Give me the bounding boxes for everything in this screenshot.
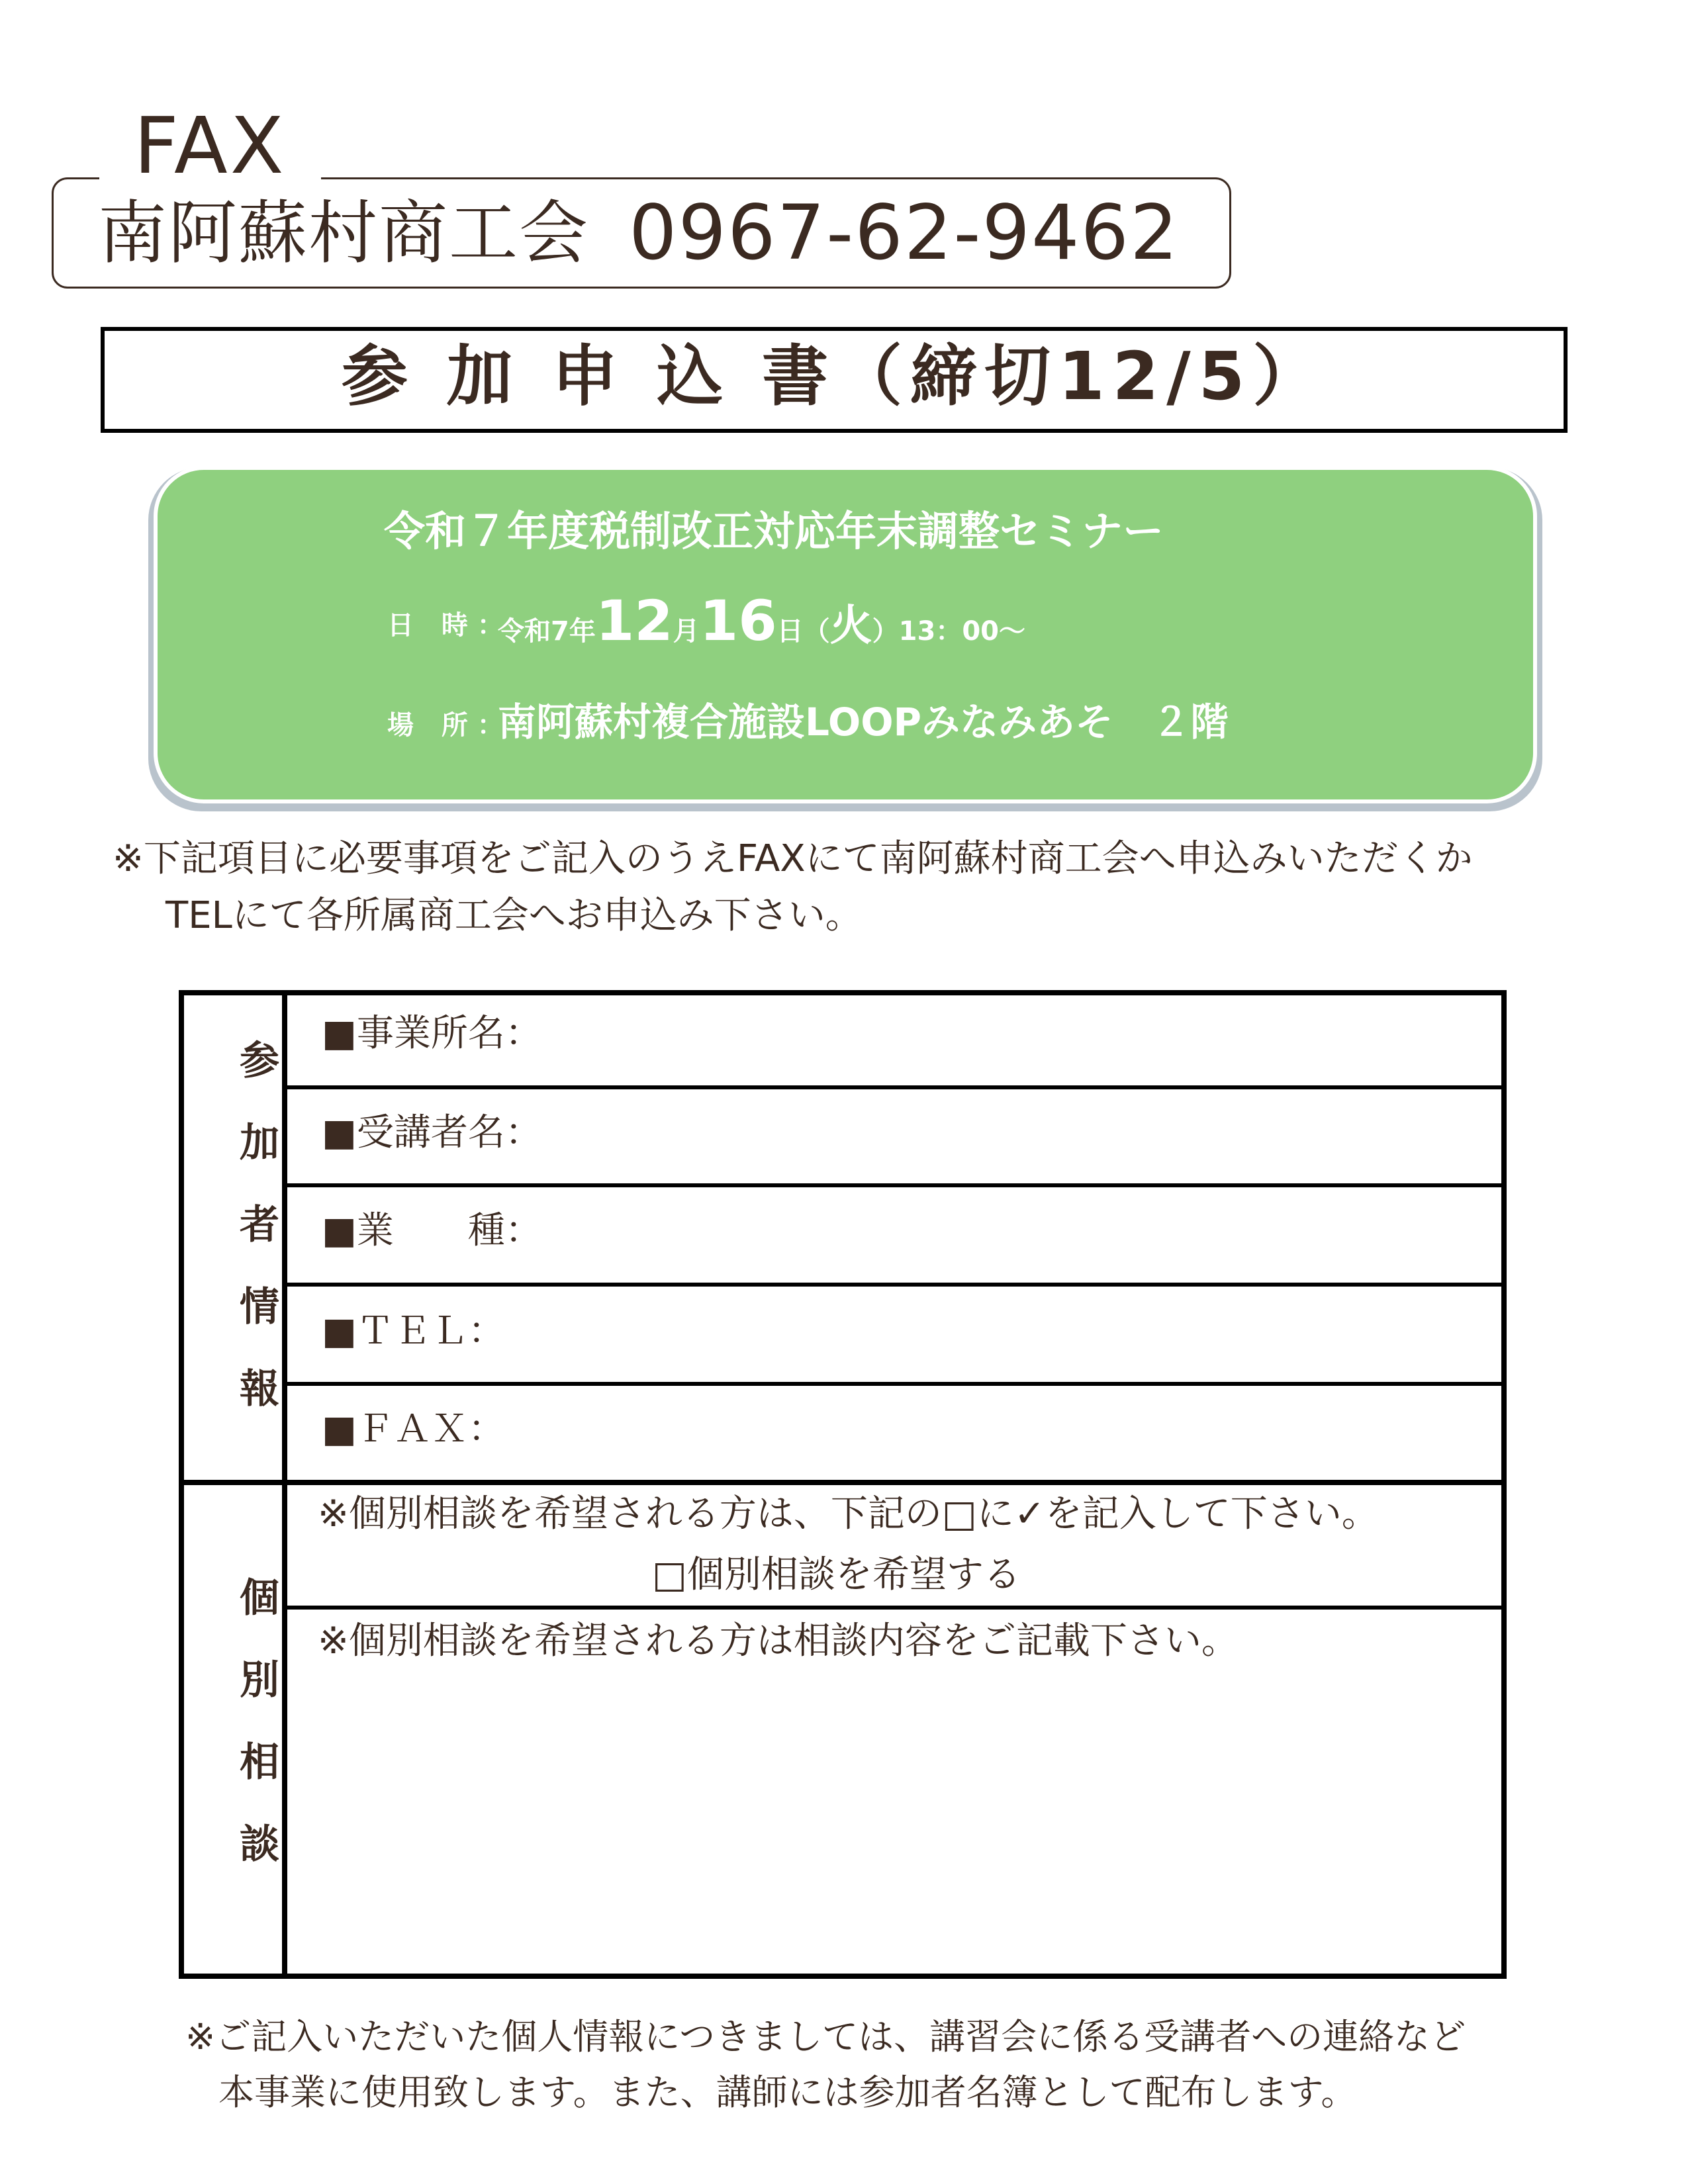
tel-field[interactable]: ■ＴＥＬ： [322,1310,505,1353]
place-label: 場 所： [387,710,513,741]
date-month-unit: 月 [673,616,700,647]
row-divider [286,1606,1504,1610]
date-prefix: 令和7年 [498,616,596,647]
consult-checkbox[interactable]: □個別相談を希望する [652,1553,1021,1596]
consult-detail-input-area[interactable] [291,1674,1501,1972]
row-divider [286,1183,1504,1187]
seminar-place: 南阿蘇村複合施設LOOPみなみあそ ２階 [498,700,1229,745]
organization-name: 南阿蘇村商工会 [98,193,590,273]
date-weekday: 火 [829,602,872,651]
seminar-name: 令和７年度税制改正対応年末調整セミナー [384,507,1164,555]
row-divider [286,1085,1504,1089]
fax-label: FAX [99,99,321,192]
date-day: 16 [699,588,777,653]
privacy-note-line-1: ※ご記入いただいた個人情報につきましては、講習会に係る受講者への連絡など [185,2016,1466,2058]
industry-field[interactable]: ■業 種： [322,1209,542,1252]
notice-line-2: TELにて各所属商工会へお申込み下さい。 [165,894,863,937]
page-title: 参 加 申 込 書（締切12/5） [341,338,1327,415]
consult-instruction: ※個別相談を希望される方は、下記の□に✓を記入して下さい。 [318,1492,1379,1535]
seminar-date [498,588,1025,664]
date-day-unit: 日（ [776,616,830,647]
date-label: 日 時： [387,610,513,641]
section-divider [181,1480,1504,1485]
date-month: 12 [595,588,673,653]
privacy-note-line-2: 本事業に使用致します。また、講師には参加者名簿として配布します。 [218,2071,1357,2113]
row-divider [286,1382,1504,1386]
business-name-field[interactable]: ■事業所名： [322,1012,542,1055]
notice-line-1: ※下記項目に必要事項をご記入のうえFAXにて南阿蘇村商工会へ申込みいただくか [113,837,1473,880]
attendee-name-field[interactable]: ■受講者名： [322,1111,542,1154]
consult-section-label: 個別相談 [233,1576,279,1905]
row-divider [286,1283,1504,1287]
date-time: ）13：00～ [872,616,1025,647]
fax-number: 0967-62-9462 [629,189,1180,277]
fax-field[interactable]: ■ＦＡＸ： [322,1408,505,1451]
consult-detail-instruction: ※個別相談を希望される方は相談内容をご記載下さい。 [318,1619,1239,1662]
participant-section-label: 参加者情報 [233,1039,279,1449]
